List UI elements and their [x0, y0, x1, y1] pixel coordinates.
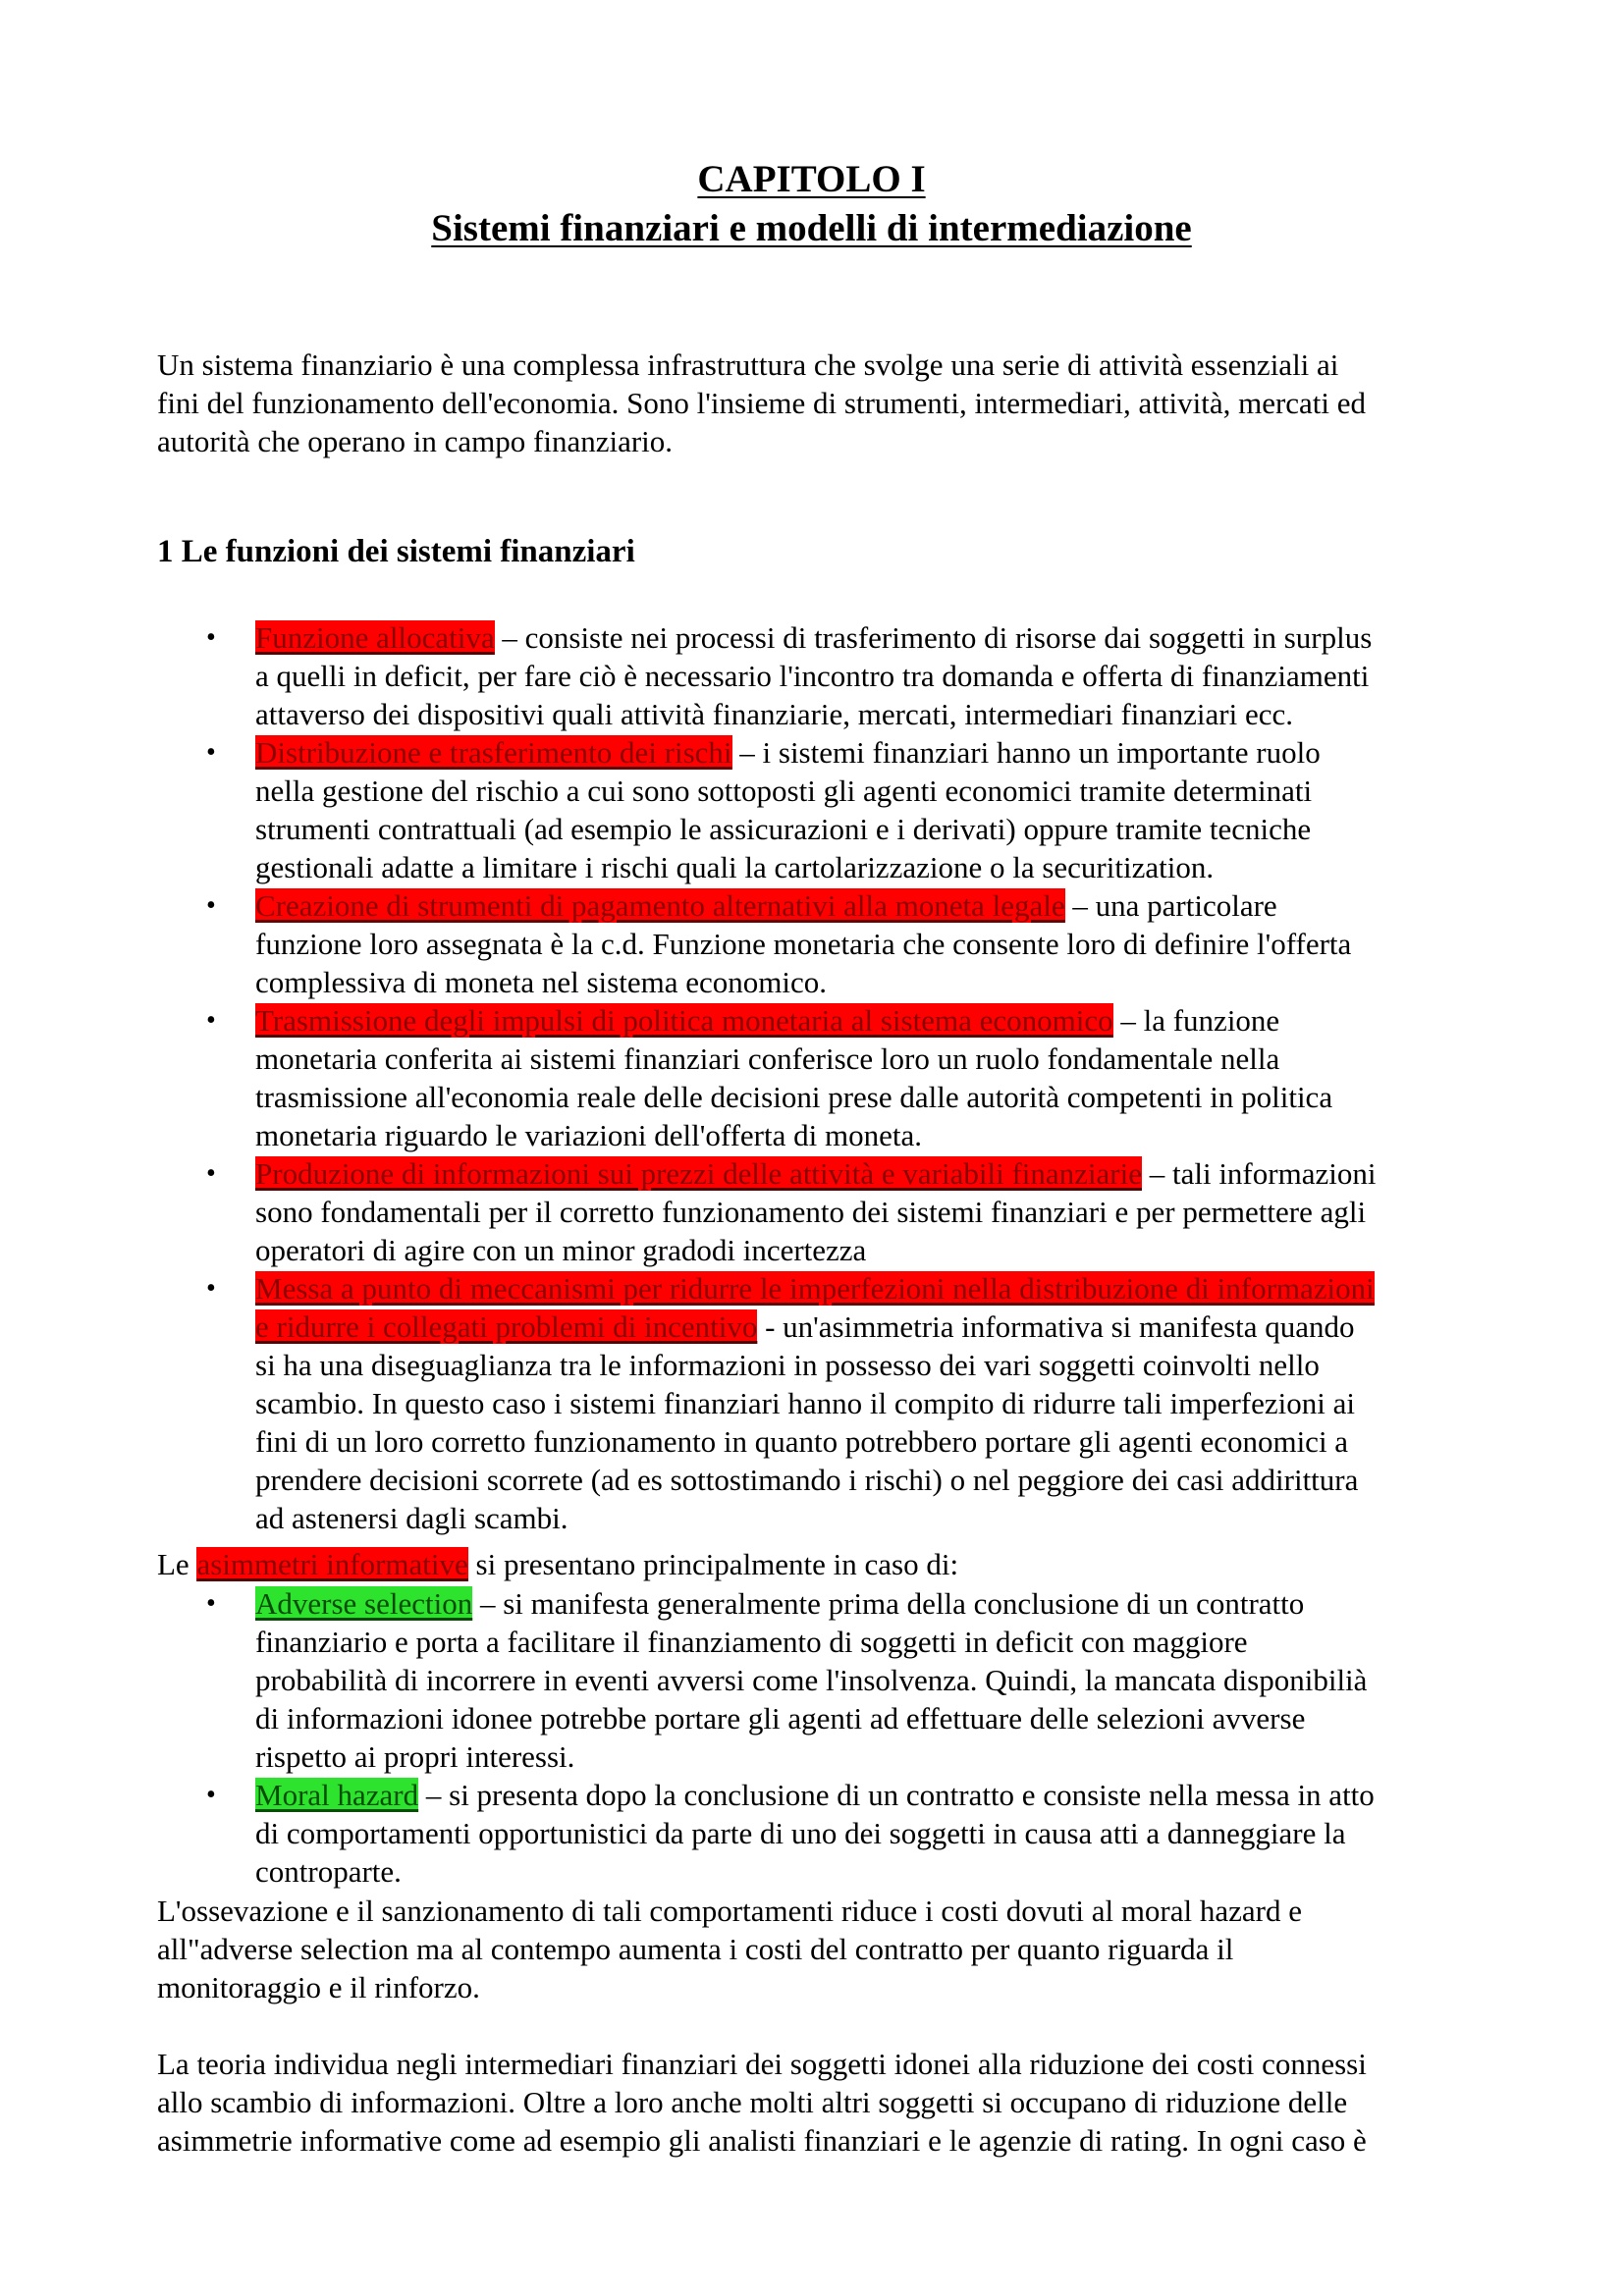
highlighted-term: Funzione allocativa — [255, 620, 495, 655]
bullet-icon: • — [206, 1005, 216, 1036]
item-first-line: Distribuzione e trasferimento dei rischi – i sistemi finanziari hanno un importante ruolo — [255, 735, 1321, 770]
text-line: operatori di agire con un minor gradodi incertezza — [255, 1233, 867, 1267]
item-first-line: Adverse selection – si manifesta generalmente prima della conclusione di un contratto — [255, 1586, 1305, 1621]
text-line: sono fondamentali per il corretto funzionamento dei sistemi finanziari e per permettere agli — [255, 1195, 1367, 1229]
text-line: Un sistema finanziario è una complessa infrastruttura che svolge una serie di attività essenziali ai — [157, 347, 1339, 382]
text-line: fini di un loro corretto funzionamento in quanto potrebbero portare gli agenti economici a — [255, 1424, 1349, 1459]
text-line: probabilità di incorrere in eventi avversi come l'insolvenza. Quindi, la mancata disponibilià — [255, 1663, 1368, 1697]
text-line: controparte. — [255, 1854, 402, 1889]
item-first-line: Funzione allocativa – consiste nei processi di trasferimento di risorse dai soggetti in surplus — [255, 620, 1373, 655]
section-heading: 1 Le funzioni dei sistemi finanziari — [157, 534, 635, 569]
highlighted-term: asimmetri informative — [196, 1547, 468, 1581]
text-line: prendere decisioni scorrete (ad es sottostimando i rischi) o nel peggiore dei casi addirittura — [255, 1463, 1359, 1497]
item-first-line — [255, 1269, 1376, 1308]
asymmetry-list — [157, 1584, 1375, 1891]
highlighted-term: Creazione di strumenti di pagamento alternativi alla moneta legale — [255, 888, 1065, 923]
highlighted-term: Distribuzione e trasferimento dei rischi — [255, 735, 732, 770]
item-first-line: Moral hazard – si presenta dopo la conclusione di un contratto e consiste nella messa in atto — [255, 1778, 1375, 1812]
text-line: a quelli in deficit, per fare ciò è necessario l'incontro tra domanda e offerta di finanziamenti — [255, 659, 1370, 693]
item-second-line: e ridurre i collegati problemi di incentivo - un'asimmetria informativa si manifesta quando — [255, 1309, 1355, 1344]
bullet-icon: • — [206, 622, 216, 653]
text-line: fini del funzionamento dell'economia. Sono l'insieme di strumenti, intermediari, attività, mercati ed — [157, 386, 1367, 420]
list-item — [157, 1269, 1376, 1537]
text-line: rispetto ai propri interessi. — [255, 1739, 575, 1774]
intro-paragraph — [157, 346, 1473, 460]
bullet-icon: • — [206, 1273, 216, 1304]
item-first-line: Creazione di strumenti di pagamento alternativi alla moneta legale – una particolare — [255, 888, 1277, 923]
highlighted-term: Produzione di informazioni sui prezzi delle attività e variabili finanziarie — [255, 1156, 1142, 1191]
asymmetry-intro-line: Le asimmetri informative si presentano principalmente in caso di: — [157, 1547, 959, 1581]
text-line: ad astenersi dagli scambi. — [255, 1501, 568, 1535]
highlighted-term-green: Moral hazard — [255, 1778, 419, 1812]
text-line: trasmissione all'economia reale delle decisioni prese dalle autorità competenti in politica — [255, 1080, 1333, 1114]
text-line: complessiva di moneta nel sistema economico. — [255, 965, 827, 999]
text-line: attaverso dei dispositivi quali attività finanziarie, mercati, intermediari finanziari ecc. — [255, 697, 1294, 731]
highlighted-term: Messa a punto di meccanismi per ridurre le imperfezioni nella distribuzione di informazioni — [255, 1271, 1375, 1306]
text-line: L'ossevazione e il sanzionamento di tali comportamenti riduce i costi dovuti al moral hazard e — [157, 1894, 1302, 1928]
bullet-icon: • — [206, 737, 216, 768]
text-line: gestionali adatte a limitare i rischi quali la cartolarizzazione o la securitization. — [255, 850, 1215, 884]
text-line: monitoraggio e il rinforzo. — [157, 1970, 480, 2004]
text-line: si ha una diseguaglianza tra le informazioni in possesso dei vari soggetti coinvolti nello — [255, 1348, 1320, 1382]
highlighted-term-continued: e ridurre i collegati problemi di incentivo — [255, 1309, 758, 1344]
chapter-title-block — [0, 155, 1623, 253]
text-line: autorità che operano in campo finanziario. — [157, 424, 674, 458]
list-item — [157, 886, 1376, 1001]
text-line: strumenti contrattuali (ad esempio le assicurazioni e i derivati) oppure tramite tecniche — [255, 812, 1312, 846]
functions-list — [157, 618, 1376, 1537]
paragraph-monitoring — [157, 1892, 1302, 2006]
highlighted-term: Trasmissione degli impulsi di politica monetaria al sistema economico — [255, 1003, 1113, 1038]
text-line: La teoria individua negli intermediari finanziari dei soggetti idonei alla riduzione dei costi connessi — [157, 2047, 1367, 2081]
list-item — [157, 1154, 1376, 1269]
paragraph-theory — [157, 2045, 1367, 2160]
text-line: monetaria conferita ai sistemi finanziari conferisce loro un ruolo fondamentale nella — [255, 1041, 1280, 1076]
bullet-icon: • — [206, 1780, 216, 1810]
text-line: allo scambio di informazioni. Oltre a loro anche molti altri soggetti si occupano di riduzione delle — [157, 2085, 1348, 2119]
item-first-line: Trasmissione degli impulsi di politica monetaria al sistema economico – la funzione — [255, 1003, 1280, 1038]
bullet-icon: • — [206, 1588, 216, 1619]
text-line: di comportamenti opportunistici da parte di uno dei soggetti in causa atti a danneggiare la — [255, 1816, 1346, 1850]
list-item — [157, 618, 1376, 733]
bullet-icon: • — [206, 1158, 216, 1189]
text-line: funzione loro assegnata è la c.d. Funzione monetaria che consente loro di definire l'offerta — [255, 927, 1352, 961]
item-first-line: Produzione di informazioni sui prezzi delle attività e variabili finanziarie – tali informazioni — [255, 1156, 1377, 1191]
chapter-subtitle: Sistemi finanziari e modelli di intermediazione — [431, 207, 1192, 249]
list-item — [157, 1584, 1375, 1776]
chapter-number: CAPITOLO I — [697, 158, 926, 200]
list-item — [157, 1001, 1376, 1154]
text-line: asimmetrie informative come ad esempio gli analisti finanziari e le agenzie di rating. In ogni caso è — [157, 2123, 1367, 2158]
text-line: nella gestione del rischio a cui sono sottoposti gli agenti economici tramite determinati — [255, 774, 1313, 808]
text-line: monetaria riguardo le variazioni dell'offerta di moneta. — [255, 1118, 922, 1152]
list-item — [157, 733, 1376, 886]
text-line: di informazioni idonee potrebbe portare gli agenti ad effettuare delle selezioni avverse — [255, 1701, 1306, 1735]
text-line: scambio. In questo caso i sistemi finanziari hanno il compito di ridurre tali imperfezioni ai — [255, 1386, 1355, 1420]
text-line: all"adverse selection ma al contempo aumenta i costi del contratto per quanto riguarda il — [157, 1932, 1234, 1966]
list-item — [157, 1776, 1375, 1891]
highlighted-term-green: Adverse selection — [255, 1586, 473, 1621]
text-line: finanziario e porta a facilitare il finanziamento di soggetti in deficit con maggiore — [255, 1625, 1248, 1659]
bullet-icon: • — [206, 890, 216, 921]
